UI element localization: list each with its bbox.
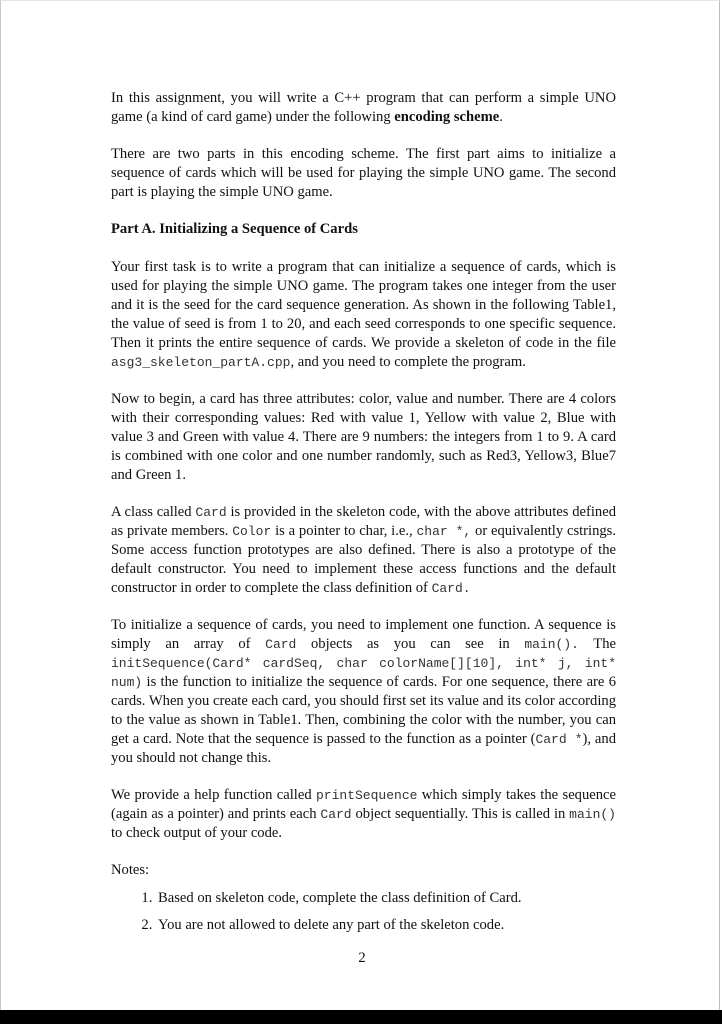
code-card-end: Card. bbox=[431, 581, 471, 596]
code-card-pointer: Card * bbox=[535, 732, 583, 747]
note-item: 2. You are not allowed to delete any part of the skeleton code. bbox=[156, 916, 616, 935]
task-paragraph: Your first task is to write a program that can initialize a sequence of cards, which is used for playing the simple UNO game. The program takes one integer from the user and it is the seed for the card sequence generation. As shown in the following Table1, the value of seed is from 1 to 20, and each seed corresponds to one specific sequence. Then it prints the entire sequence of cards. We provide a skeleton of code in the file asg3_skeleton_partA.cpp, and you need to complete the program. bbox=[111, 259, 616, 370]
help-function-paragraph: We provide a help function called printSequence which simply takes the sequence (again as a pointer) and prints each Card object sequentially. This is called in main() to check output of your code. bbox=[111, 787, 616, 841]
part-a-heading: Part A. Initializing a Sequence of Cards bbox=[111, 221, 358, 237]
note-item: 1. Based on skeleton code, complete the class definition of Card. bbox=[156, 889, 616, 908]
code-card: Card bbox=[195, 505, 227, 520]
notes-label: Notes: bbox=[111, 862, 150, 878]
init-sequence-paragraph: To initialize a sequence of cards, you need to implement one function. A sequence is simply an array of Card objects as you can see in main(). The initSequence(Card* cardSeq, char colorName[][10], int* j, int* num) is the function to initialize the sequence of cards. For one sequence, there are 6 cards. When you create each card, you should first set its value and its color according to the value as shown in Table1. Then, combining the color with the number, you can get a card. Note that the sequence is passed to the function as a pointer (Card *), and you should not change this. bbox=[111, 617, 617, 766]
code-init-sequence-signature: initSequence(Card* cardSeq, char colorName[][10], int* j, int* num) bbox=[111, 656, 616, 690]
code-print-sequence: printSequence bbox=[316, 788, 418, 803]
code-char-pointer: char *, bbox=[416, 524, 472, 539]
code-main: main(). bbox=[524, 637, 579, 652]
card-class-paragraph: A class called Card is provided in the skeleton code, with the above attributes defined as private members. Color is a pointer to char, i.e., char *, or equivalently cstrings. Some access function prototypes are also defined. There is also a prototype of the default constructor. You need to implement these access functions and the default constructor in order to complete the class definition of Card. bbox=[111, 504, 617, 596]
encoding-scheme-term: encoding scheme bbox=[394, 109, 500, 125]
code-main-call: main() bbox=[569, 807, 616, 822]
document-body bbox=[111, 89, 616, 943]
page-number: 2 bbox=[358, 950, 366, 966]
attributes-paragraph: Now to begin, a card has three attributes: color, value and number. There are 4 colors with their corresponding values: Red with value 1, Yellow with value 2, Blue with value 3 and Green with value 4. There are 9 numbers: the integers from 1 to 9. A card is combined with one color and one number randomly, such as Red3, Yellow3, Blue7 and Green 1. bbox=[111, 391, 616, 483]
parts-intro-paragraph: There are two parts in this encoding scheme. The first part aims to initialize a sequence of cards which will be used for playing the simple UNO game. The second part is playing the simple UNO game. bbox=[111, 146, 616, 200]
code-color: Color bbox=[232, 524, 272, 539]
notes-list bbox=[111, 889, 616, 935]
code-card: Card bbox=[320, 807, 352, 822]
code-card: Card bbox=[265, 637, 297, 652]
skeleton-filename: asg3_skeleton_partA.cpp bbox=[111, 355, 291, 370]
intro-paragraph: In this assignment, you will write a C++ program that can perform a simple UNO game (a kind of card game) under the following encoding scheme. bbox=[111, 90, 616, 125]
bottom-bar bbox=[0, 1010, 722, 1024]
